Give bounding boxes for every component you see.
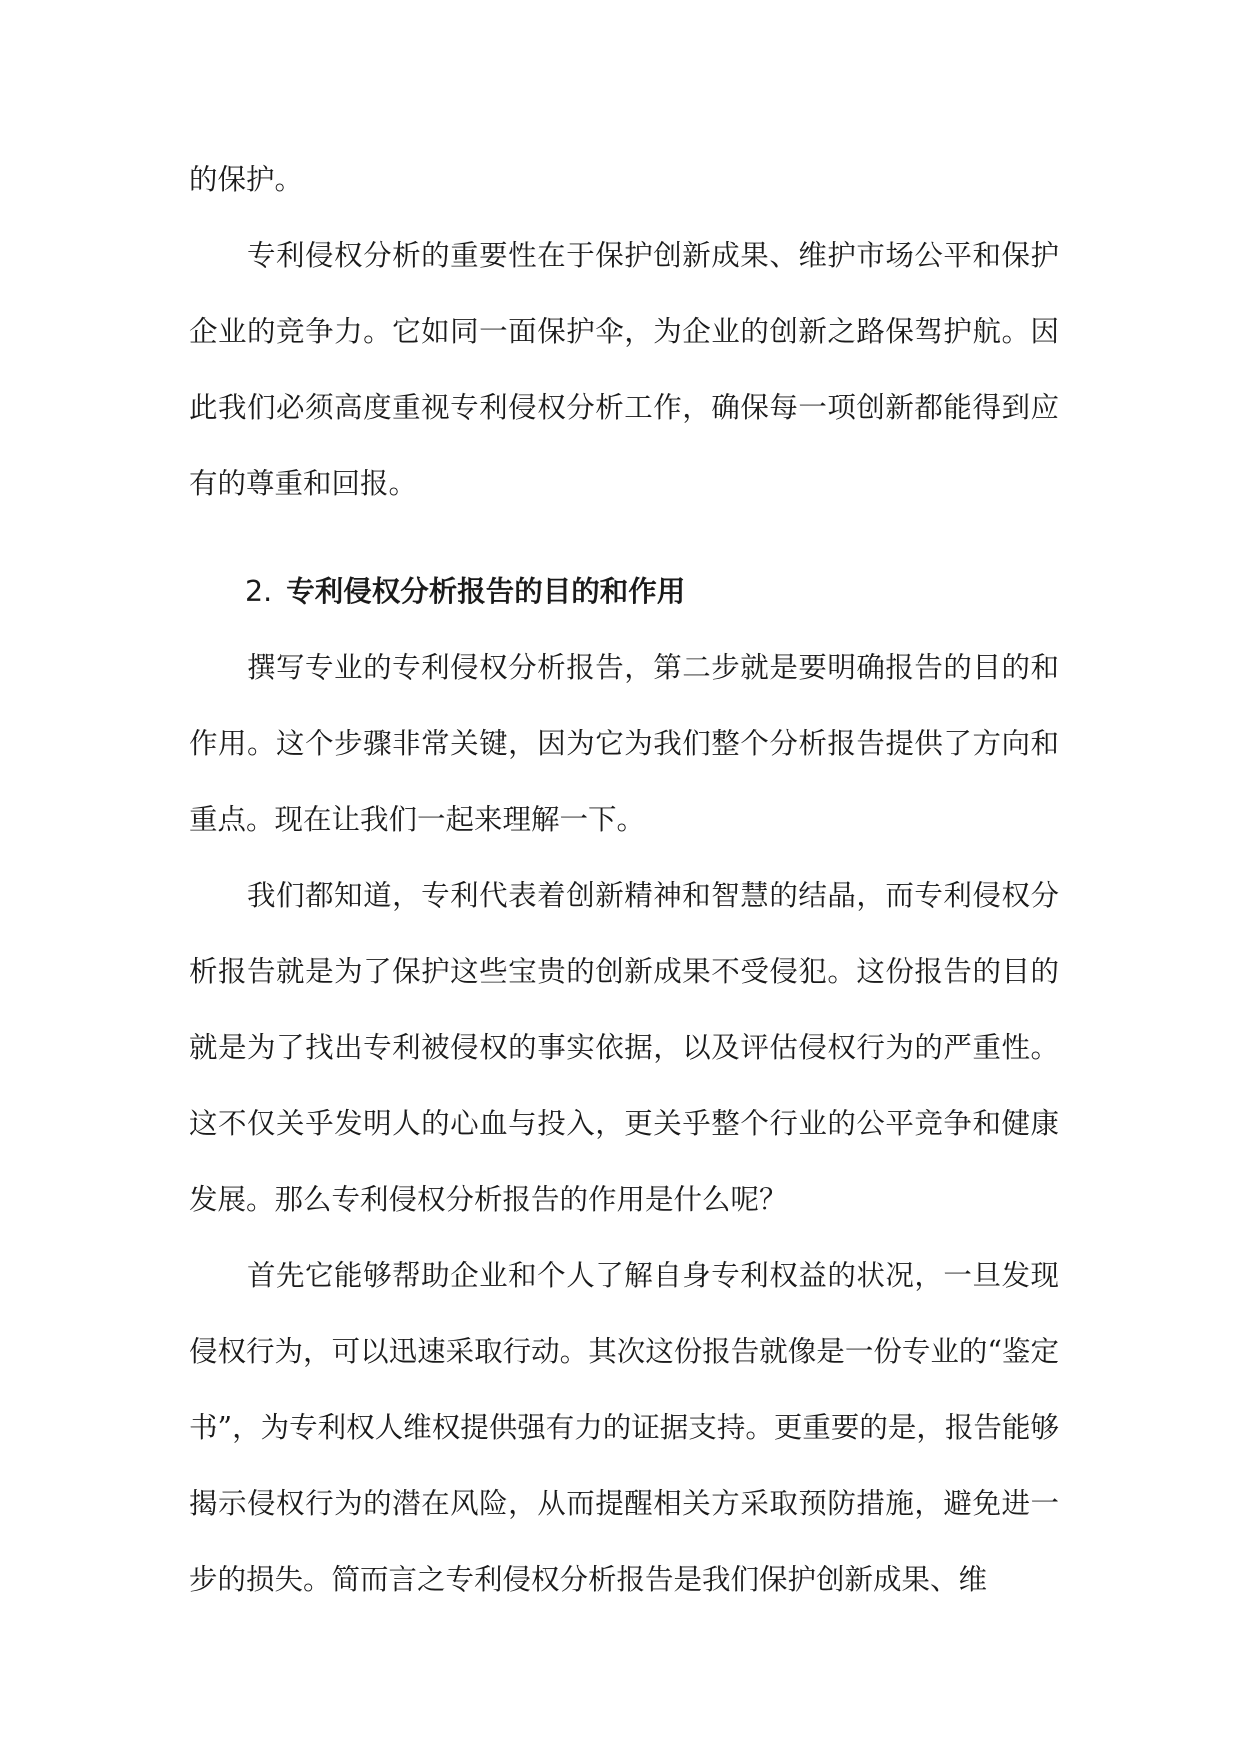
paragraph-report-purpose: 我们都知道，专利代表着创新精神和智慧的结晶，而专利侵权分析报告就是为了保护这些宝贵的创新成果不受侵犯。这份报告的目的就是为了找出专利被侵权的事实依据，以及评估侵权行为的严重性。这不仅关乎发明人的心血与投入，更关乎整个行业的公平竞争和健康发展。那么专利侵权分析报告的作用是什么呢？ [189,879,1059,1216]
paragraph-continued-from-previous-page: 的保护。 [189,163,304,196]
paragraph-report-purpose-intro: 撰写专业的专利侵权分析报告，第二步就是要明确报告的目的和作用。这个步骤非常关键，因为它为我们整个分析报告提供了方向和重点。现在让我们一起来理解一下。 [189,651,1059,836]
paragraph-importance-of-analysis: 专利侵权分析的重要性在于保护创新成果、维护市场公平和保护企业的竞争力。它如同一面保护伞，为企业的创新之路保驾护航。因此我们必须高度重视专利侵权分析工作，确保每一项创新都能得到应有的尊重和回报。 [189,239,1059,500]
section-title: 专利侵权分析报告的目的和作用 [286,575,686,608]
document-body [189,142,1059,1618]
section-heading [189,554,1059,630]
paragraph-report-function: 首先它能够帮助企业和个人了解自身专利权益的状况，一旦发现侵权行为，可以迅速采取行动。其次这份报告就像是一份专业的“鉴定书”，为专利权人维权提供强有力的证据支持。更重要的是，报告能够揭示侵权行为的潜在风险，从而提醒相关方采取预防措施，避免进一步的损失。简而言之专利侵权分析报告是我们保护创新成果、维 [189,1259,1059,1596]
section-number: 2. [245,575,273,608]
